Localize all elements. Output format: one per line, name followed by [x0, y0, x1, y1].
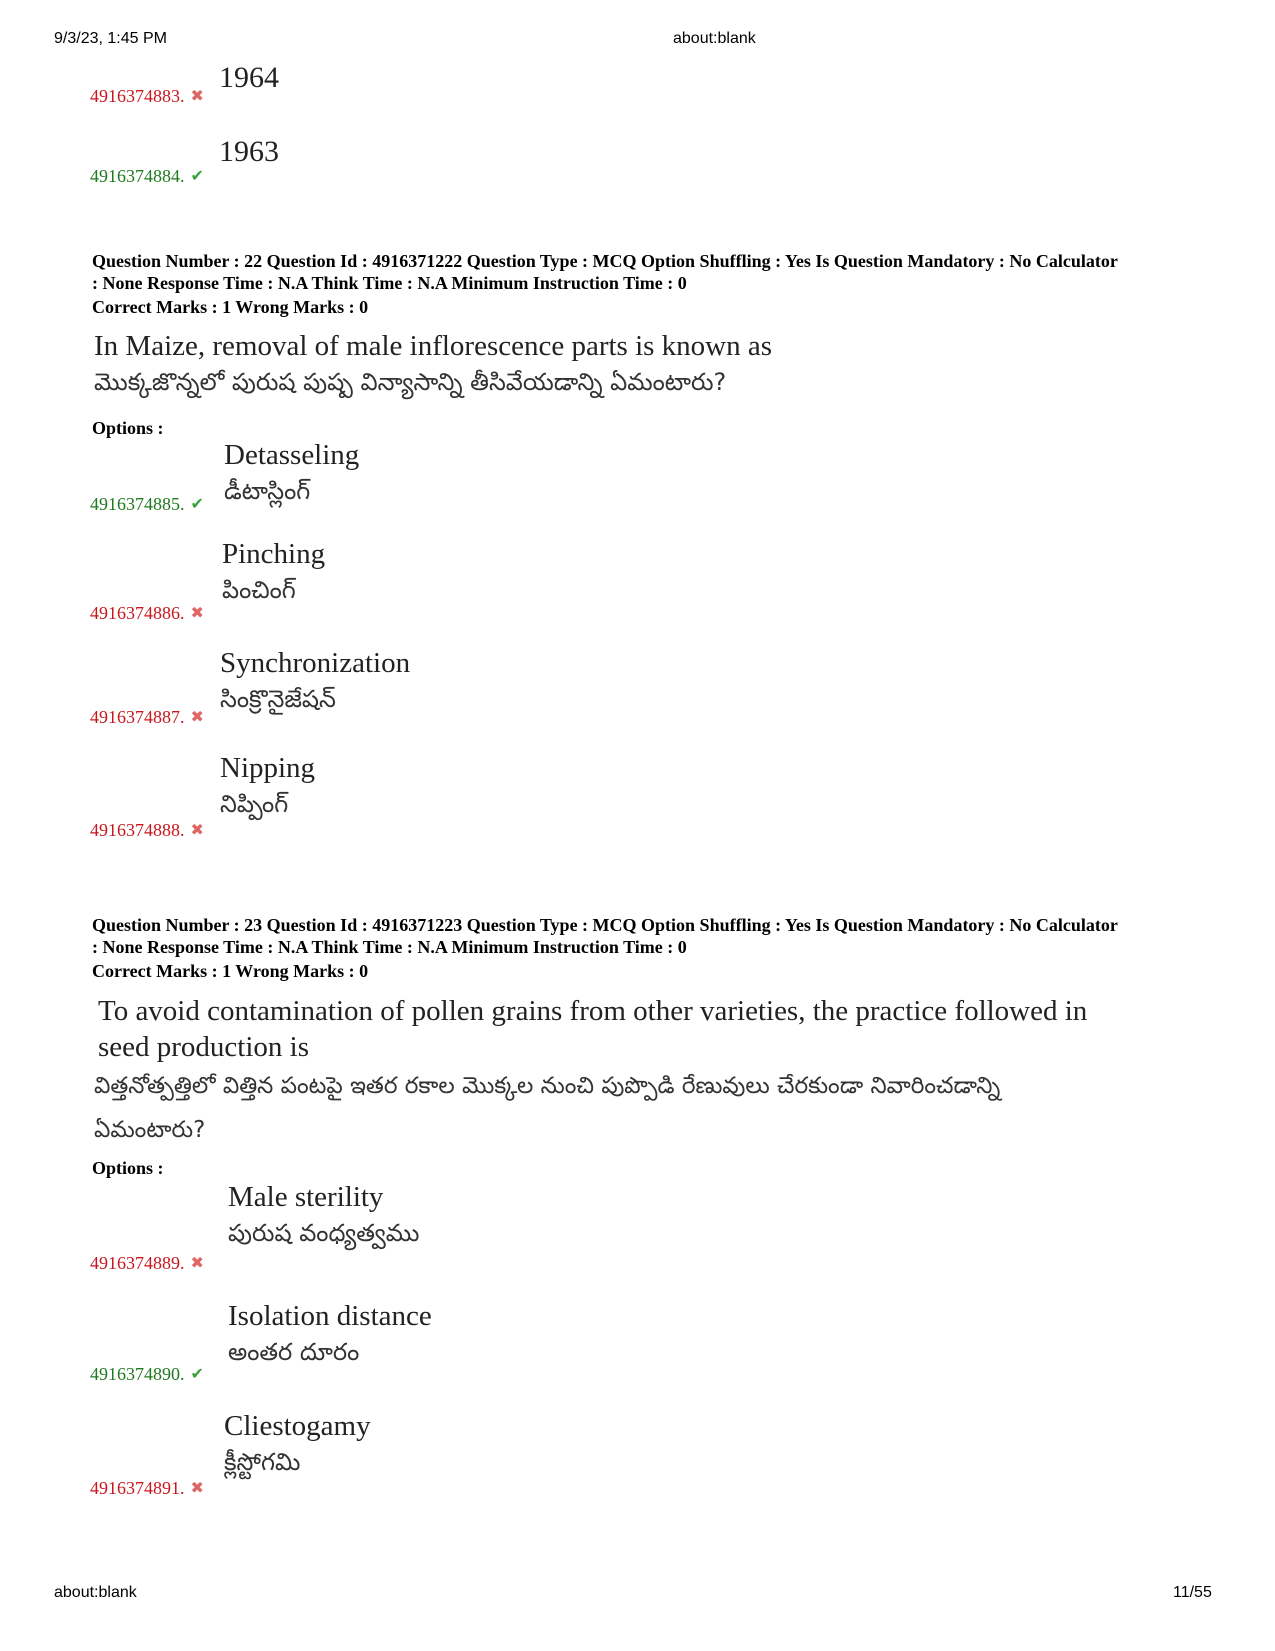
option-text-te: క్లీస్టోగమి	[224, 1448, 301, 1476]
option-id-4916374884	[90, 166, 204, 187]
question-22-meta	[92, 250, 1212, 294]
option-id-4916374888	[90, 820, 204, 841]
option-id-4916374891	[90, 1478, 204, 1499]
cross-icon: ✖	[190, 1478, 204, 1497]
meta-line-1: Question Number : 22 Question Id : 4916371222 Question Type : MCQ Option Shuffling : Yes Is Question Mandatory : No Calculator	[92, 251, 1118, 271]
meta-line-2: : None Response Time : N.A Think Time : N.A Minimum Instruction Time : 0	[92, 937, 687, 957]
option-number: 4916374890.	[90, 1364, 185, 1384]
question-23-text	[98, 993, 1158, 1065]
option-text-en: Synchronization	[220, 647, 411, 679]
check-icon: ✔	[190, 166, 204, 185]
question-22-text	[94, 328, 1154, 400]
question-23-text-te	[94, 1064, 1224, 1152]
option-text-te: పించింగ్	[222, 576, 296, 604]
meta-line-2: : None Response Time : N.A Think Time : N.A Minimum Instruction Time : 0	[92, 273, 687, 293]
cross-icon: ✖	[190, 820, 204, 839]
option-number: 4916374883.	[90, 86, 185, 106]
print-footer-url: about:blank	[54, 1584, 137, 1601]
question-22-options-label: Options :	[92, 418, 164, 438]
option-number: 4916374889.	[90, 1253, 185, 1273]
print-page-number: 11/55	[1173, 1584, 1212, 1601]
option-id-4916374883	[90, 86, 204, 107]
question-23-meta	[92, 914, 1212, 958]
option-4916374887-text	[220, 645, 410, 717]
option-id-4916374885	[90, 494, 204, 515]
option-text-te: నిప్పింగ్	[220, 790, 289, 818]
option-id-4916374887	[90, 707, 204, 728]
question-text-te: మొక్కజొన్నలో పురుష పుష్ప విన్యాసాన్ని తీసివేయడాన్ని ఏమంటారు?	[94, 368, 727, 396]
cross-icon: ✖	[190, 1253, 204, 1272]
option-text-en: Cliestogamy	[224, 1410, 371, 1442]
option-4916374885-text	[224, 437, 359, 509]
option-text-te: పురుష వంధ్యత్వము	[228, 1219, 420, 1247]
option-text-1964: 1964	[219, 61, 279, 94]
option-4916374890-text	[228, 1298, 432, 1370]
question-text-en: In Maize, removal of male inflorescence parts is known as	[94, 330, 773, 362]
option-id-4916374889	[90, 1253, 204, 1274]
question-text-en-line-1: To avoid contamination of pollen grains from other varieties, the practice followed in	[98, 995, 1088, 1027]
option-number: 4916374891.	[90, 1478, 185, 1498]
check-icon: ✔	[190, 1364, 204, 1383]
question-22-marks: Correct Marks : 1 Wrong Marks : 0	[92, 297, 369, 317]
print-datetime: 9/3/23, 1:45 PM	[54, 30, 167, 47]
option-4916374889-text	[228, 1179, 419, 1251]
meta-line-1: Question Number : 23 Question Id : 4916371223 Question Type : MCQ Option Shuffling : Yes Is Question Mandatory : No Calculator	[92, 915, 1118, 935]
option-text-te: సింక్రొనైజేషన్	[220, 685, 336, 713]
option-text-en: Detasseling	[224, 439, 360, 471]
option-text-en: Isolation distance	[228, 1300, 432, 1332]
option-text-en: Male sterility	[228, 1181, 384, 1213]
cross-icon: ✖	[190, 707, 204, 726]
cross-icon: ✖	[190, 86, 204, 105]
option-id-4916374890	[90, 1364, 204, 1385]
option-number: 4916374887.	[90, 707, 185, 727]
question-text-te-line-1: విత్తనోత్పత్తిలో విత్తిన పంటపై ఇతర రకాల మొక్కల నుంచి పుప్పొడి రేణువులు చేరకుండా నివారించడాన్ని	[94, 1073, 1001, 1099]
option-text-te: డీటాస్లింగ్	[224, 477, 311, 505]
option-number: 4916374886.	[90, 603, 185, 623]
option-text-en: Pinching	[222, 538, 326, 570]
option-id-4916374886	[90, 603, 204, 624]
option-text-en: Nipping	[220, 752, 316, 784]
option-4916374886-text	[222, 536, 325, 608]
option-number: 4916374884.	[90, 166, 185, 186]
question-23-marks: Correct Marks : 1 Wrong Marks : 0	[92, 961, 369, 981]
question-text-te-line-2: ఏమంటారు?	[94, 1117, 206, 1143]
question-text-en-line-2: seed production is	[98, 1031, 310, 1063]
cross-icon: ✖	[190, 603, 204, 622]
option-4916374891-text	[224, 1408, 371, 1480]
option-4916374888-text	[220, 750, 315, 822]
print-title: about:blank	[673, 30, 756, 47]
option-number: 4916374888.	[90, 820, 185, 840]
question-23-options-label: Options :	[92, 1158, 164, 1178]
check-icon: ✔	[190, 494, 204, 513]
option-text-te: అంతర దూరం	[228, 1338, 360, 1366]
option-text-1963: 1963	[219, 135, 279, 168]
option-number: 4916374885.	[90, 494, 185, 514]
